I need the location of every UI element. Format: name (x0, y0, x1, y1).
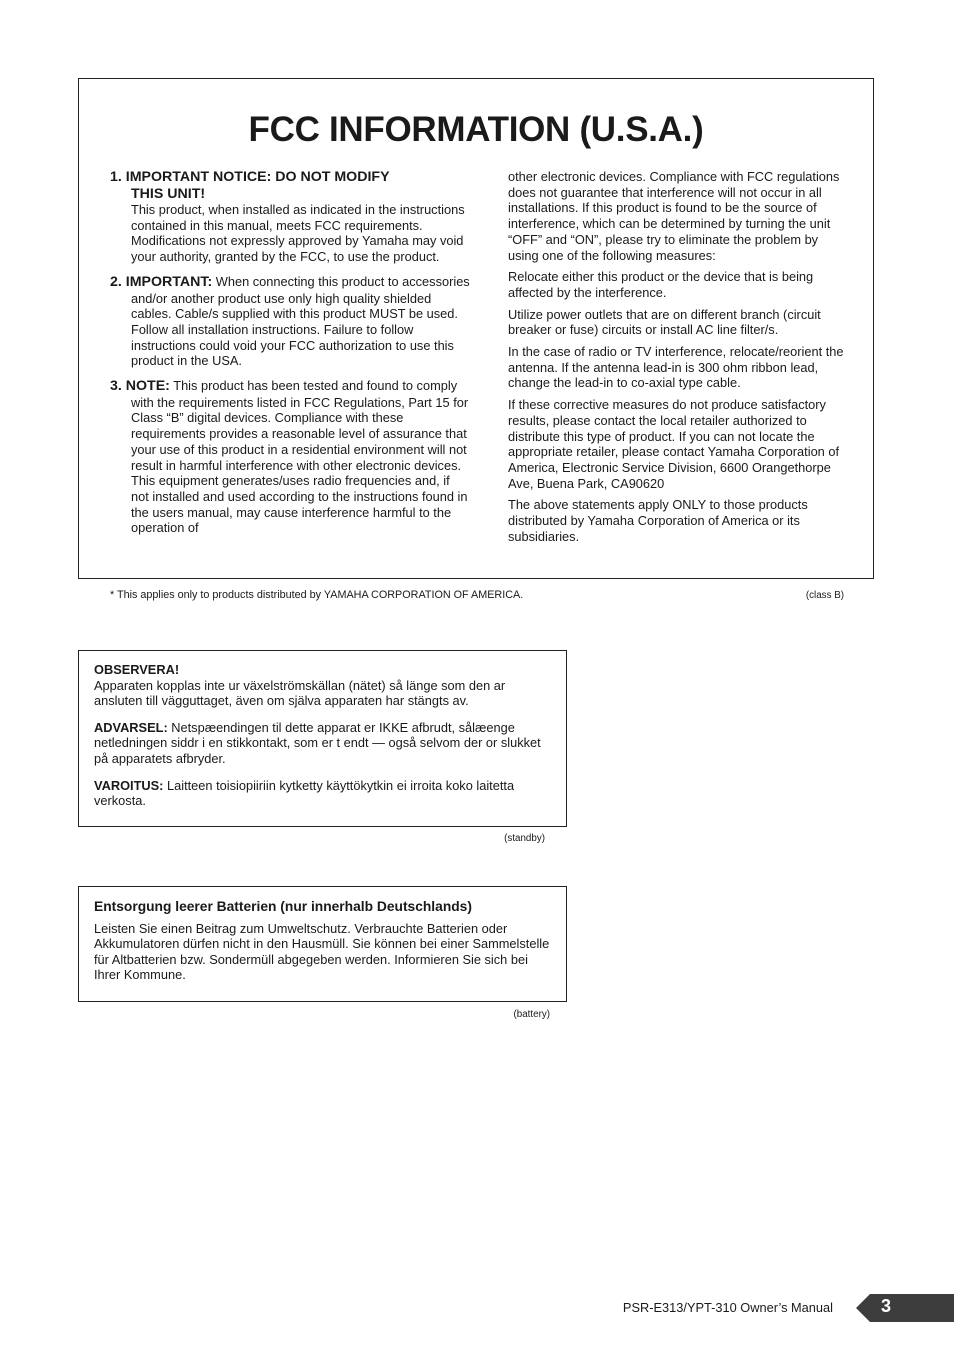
observera-content (94, 662, 554, 820)
fcc-item-1-body: This product, when installed as indicated in the instructions contained in this manual, meets FCC requirements. Modifications not expressly approved by Yamaha may void your authority, granted by the FCC, to use the product. (131, 202, 465, 265)
page-number: 3 (880, 1296, 891, 1316)
advarsel-label: ADVARSEL: (94, 719, 168, 735)
fcc-item-1-title-line2: THIS UNIT! (131, 185, 206, 202)
observera-text: Apparaten kopplas inte ur växelströmskällan (nätet) så länge som den ar ansluten till vägguttaget, även om själva apparaten har stängts av. (94, 677, 506, 709)
fcc-item-1-title (110, 169, 470, 202)
observera-title: OBSERVERA! (94, 662, 180, 677)
fcc-title: FCC INFORMATION (U.S.A.) (248, 110, 704, 149)
fcc-item-2 (110, 274, 470, 369)
fcc-right-column (508, 169, 848, 550)
advarsel-block (94, 720, 554, 767)
fcc-left-column (110, 169, 470, 545)
fcc-right-paragraph: Relocate either this product or the device that is being affected by the interference. (508, 269, 814, 300)
fcc-right-paragraph: Utilize power outlets that are on different branch (circuit breaker or fuse) circuits or install AC line filter/s. (508, 306, 821, 338)
page-number-tab-shape (856, 1294, 954, 1322)
fcc-right-paragraph: If these corrective measures do not produce satisfactory results, please contact the local retailer authorized to distribute this type of product. If you can not locate the appropriate retailer, please contact Yamaha Corporation of America, Electronic Service Division, 6600 Orangethorpe Ave, Buena Park, CA90620 (508, 397, 840, 491)
varoitus-label: VAROITUS: (94, 777, 164, 793)
battery-title: Entsorgung leerer Batterien (nur innerhalb Deutschlands) (94, 899, 472, 914)
fcc-right-paragraph: The above statements apply ONLY to those products distributed by Yamaha Corporation of America or its subsidiaries. (508, 497, 808, 544)
fcc-item-3-head: 3. NOTE: (110, 378, 170, 395)
page-number-tab (856, 1294, 954, 1322)
fcc-item-3-body: This product has been tested and found to comply with the requirements listed in FCC Regulations, Part 15 for Class “B” digital devices. Compliance with these requirements provides a reasonable level of assurance that your use of this product in a residential environment will not result in harmful interference with other electronic devices. This equipment generates/uses radio frequencies and, if not installed and used according to the instructions found in the users manual, may cause interference harmful to the operation of (131, 378, 469, 536)
fcc-footnote: * This applies only to products distributed by YAMAHA CORPORATION OF AMERICA. (110, 589, 524, 601)
fcc-class-code: (class B) (805, 590, 844, 601)
fcc-item-1 (110, 169, 470, 265)
varoitus-block (94, 778, 554, 809)
battery-content (94, 899, 554, 983)
fcc-item-1-title-line1: 1. IMPORTANT NOTICE: DO NOT MODIFY (110, 169, 390, 185)
varoitus-text: Laitteen toisiopiiriin kytketty käyttökytkin ei irroita koko laitetta verkosta. (94, 777, 515, 809)
fcc-item-2-head: 2. IMPORTANT: (110, 273, 213, 290)
battery-code: (battery) (513, 1009, 550, 1020)
battery-text: Leisten Sie einen Beitrag zum Umweltschutz. Verbrauchte Batterien oder Akkumulatoren dürfen nicht in den Hausmüll. Sie können bei einer Sammelstelle für Altbatterien bzw. Sondermüll abgegeben werden. Informieren Sie sich bei Ihrer Kommune. (94, 920, 550, 983)
observera-block (94, 662, 554, 709)
advarsel-text: Netspæendingen til dette apparat er IKKE afbrudt, sålæenge netledningen siddr i en stikkontakt, som er t endt — også selvom der or slukket på apparatets afbryder. (94, 719, 541, 766)
fcc-right-paragraph: other electronic devices. Compliance with FCC regulations does not guarantee that interference will not occur in all installations. If this product is found to be the source of interference, which can be determined by turning the unit “OFF” and “ON”, please try to eliminate the problem by using one of the following measures: (508, 169, 840, 263)
footer-manual-title: PSR-E313/YPT-310 Owner’s Manual (622, 1300, 833, 1315)
fcc-right-paragraph: In the case of radio or TV interference, relocate/reorient the antenna. If the antenna lead-in is 300 ohm ribbon lead, change the lead-in to co-axial type cable. (508, 344, 844, 391)
fcc-item-2-body: When connecting this product to accessories and/or another product use only high quality shielded cables. Cable/s supplied with this product MUST be used. Follow all installation instructions. Failure to follow instructions could void your FCC authorization to use this product in the USA. (131, 273, 470, 369)
standby-code: (standby) (504, 833, 545, 844)
fcc-item-3 (110, 378, 470, 536)
